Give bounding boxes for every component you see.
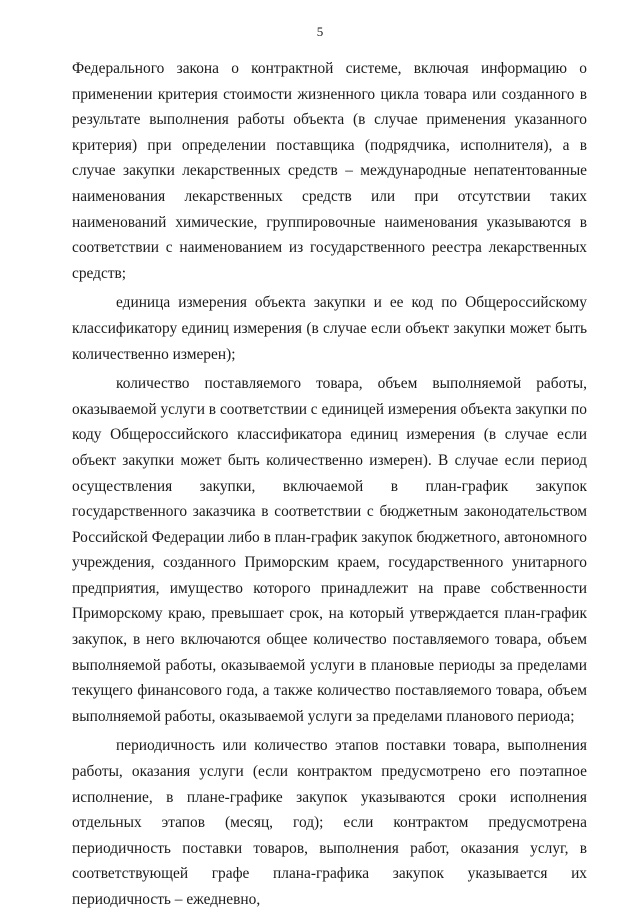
document-body — [72, 56, 587, 917]
paragraph-periodicity: периодичность или количество этапов поставки товара, выполнения работы, оказания услуги (если контрактом предусмотрено его поэтапное исполнение, в плане-графике закупок указываются сроки исполнения отдельных этапов (месяц, год); если контрактом предусмотрена периодичность поставки товаров, выполнения работ, оказания услуг, в соответствующей графе плана-графика закупок указывается их периодичность – ежедневно, — [72, 737, 587, 908]
paragraph-quantity: количество поставляемого товара, объем выполняемой работы, оказываемой услуги в соответствии с единицей измерения объекта закупки по коду Общероссийского классификатора единиц измерения (в случае если объект закупки может быть количественно измерен). В случае если период осуществления закупки, включаемой в план-график закупок государственного заказчика в соответствии с бюджетным законодательством Российской Федерации либо в план-график закупок бюджетного, автономного учреждения, созданного Приморским краем, государственного унитарного предприятия, имущество которого принадлежит на праве собственности Приморскому краю, превышает срок, на который утверждается план-график закупок, в него включаются общее количество поставляемого товара, объем выполняемой работы, оказываемой услуги в плановые периоды за пределами текущего финансового года, а также количество поставляемого товара, объем выполняемой работы, оказываемой услуги за пределами планового периода; — [72, 375, 587, 725]
paragraph-continuation: Федерального закона о контрактной системе, включая информацию о применении критерия стоимости жизненного цикла товара или созданного в результате выполнения работы объекта (в случае применения указанного критерия) при определении поставщика (подрядчика, исполнителя), а в случае закупки лекарственных средств – международные непатентованные наименования лекарственных средств или при отсутствии таких наименований химические, группировочные наименования указываются в соответствии с наименованием из государственного реестра лекарственных средств; — [72, 60, 587, 282]
page-number: 5 — [316, 24, 324, 39]
paragraph-unit-of-measure: единица измерения объекта закупки и ее код по Общероссийскому классификатору единиц измерения (в случае если объект закупки может быть количественно измерен); — [72, 294, 587, 363]
